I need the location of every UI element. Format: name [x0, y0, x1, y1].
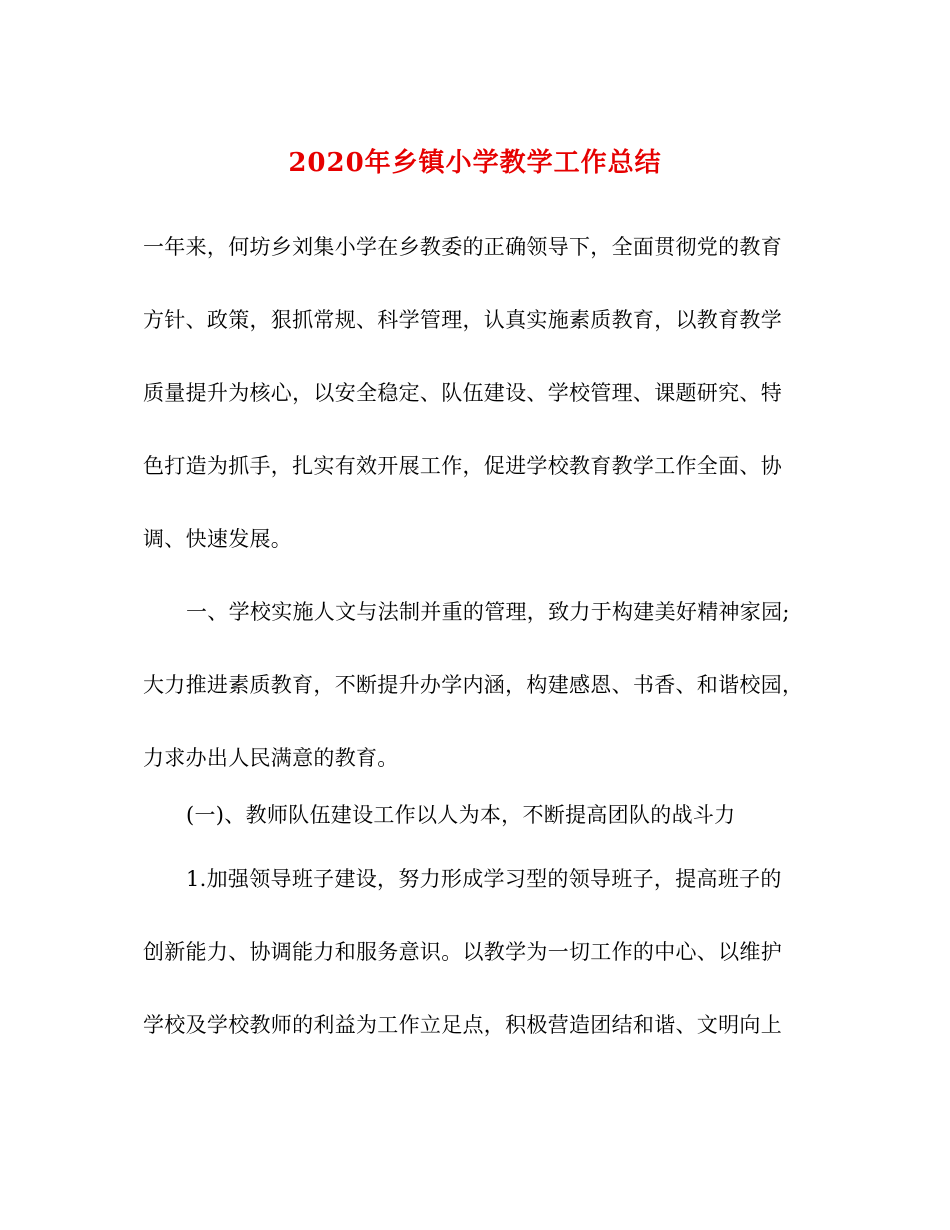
body-line: 调、快速发展。 — [143, 527, 293, 551]
section-heading: 一、学校实施人文与法制并重的管理，致力于构建美好精神家园; — [186, 600, 790, 624]
body-line: 色打造为抓手，扎实有效开展工作，促进学校教育教学工作全面、协 — [143, 454, 782, 478]
body-line: 质量提升为核心，以安全稳定、队伍建设、学校管理、课题研究、特 — [143, 381, 782, 405]
body-line: 一年来，何坊乡刘集小学在乡教委的正确领导下，全面贯彻党的教育 — [143, 235, 782, 259]
body-line: 学校及学校教师的利益为工作立足点，积极营造团结和谐、文明向上 — [143, 1013, 782, 1037]
body-line: 方针、政策，狠抓常规、科学管理，认真实施素质教育，以教育教学 — [143, 308, 782, 332]
list-item: 1.加强领导班子建设，努力形成学习型的领导班子，提高班子的 — [186, 867, 782, 891]
body-line: 大力推进素质教育，不断提升办学内涵，构建感恩、书香、和谐校园， — [143, 673, 804, 697]
subsection-heading: (一)、教师队伍建设工作以人为本，不断提高团队的战斗力 — [186, 803, 736, 827]
document-title: 2020年乡镇小学教学工作总结 — [288, 148, 662, 178]
body-line: 力求办出人民满意的教育。 — [143, 746, 399, 770]
body-line: 创新能力、协调能力和服务意识。以教学为一切工作的中心、以维护 — [143, 940, 782, 964]
